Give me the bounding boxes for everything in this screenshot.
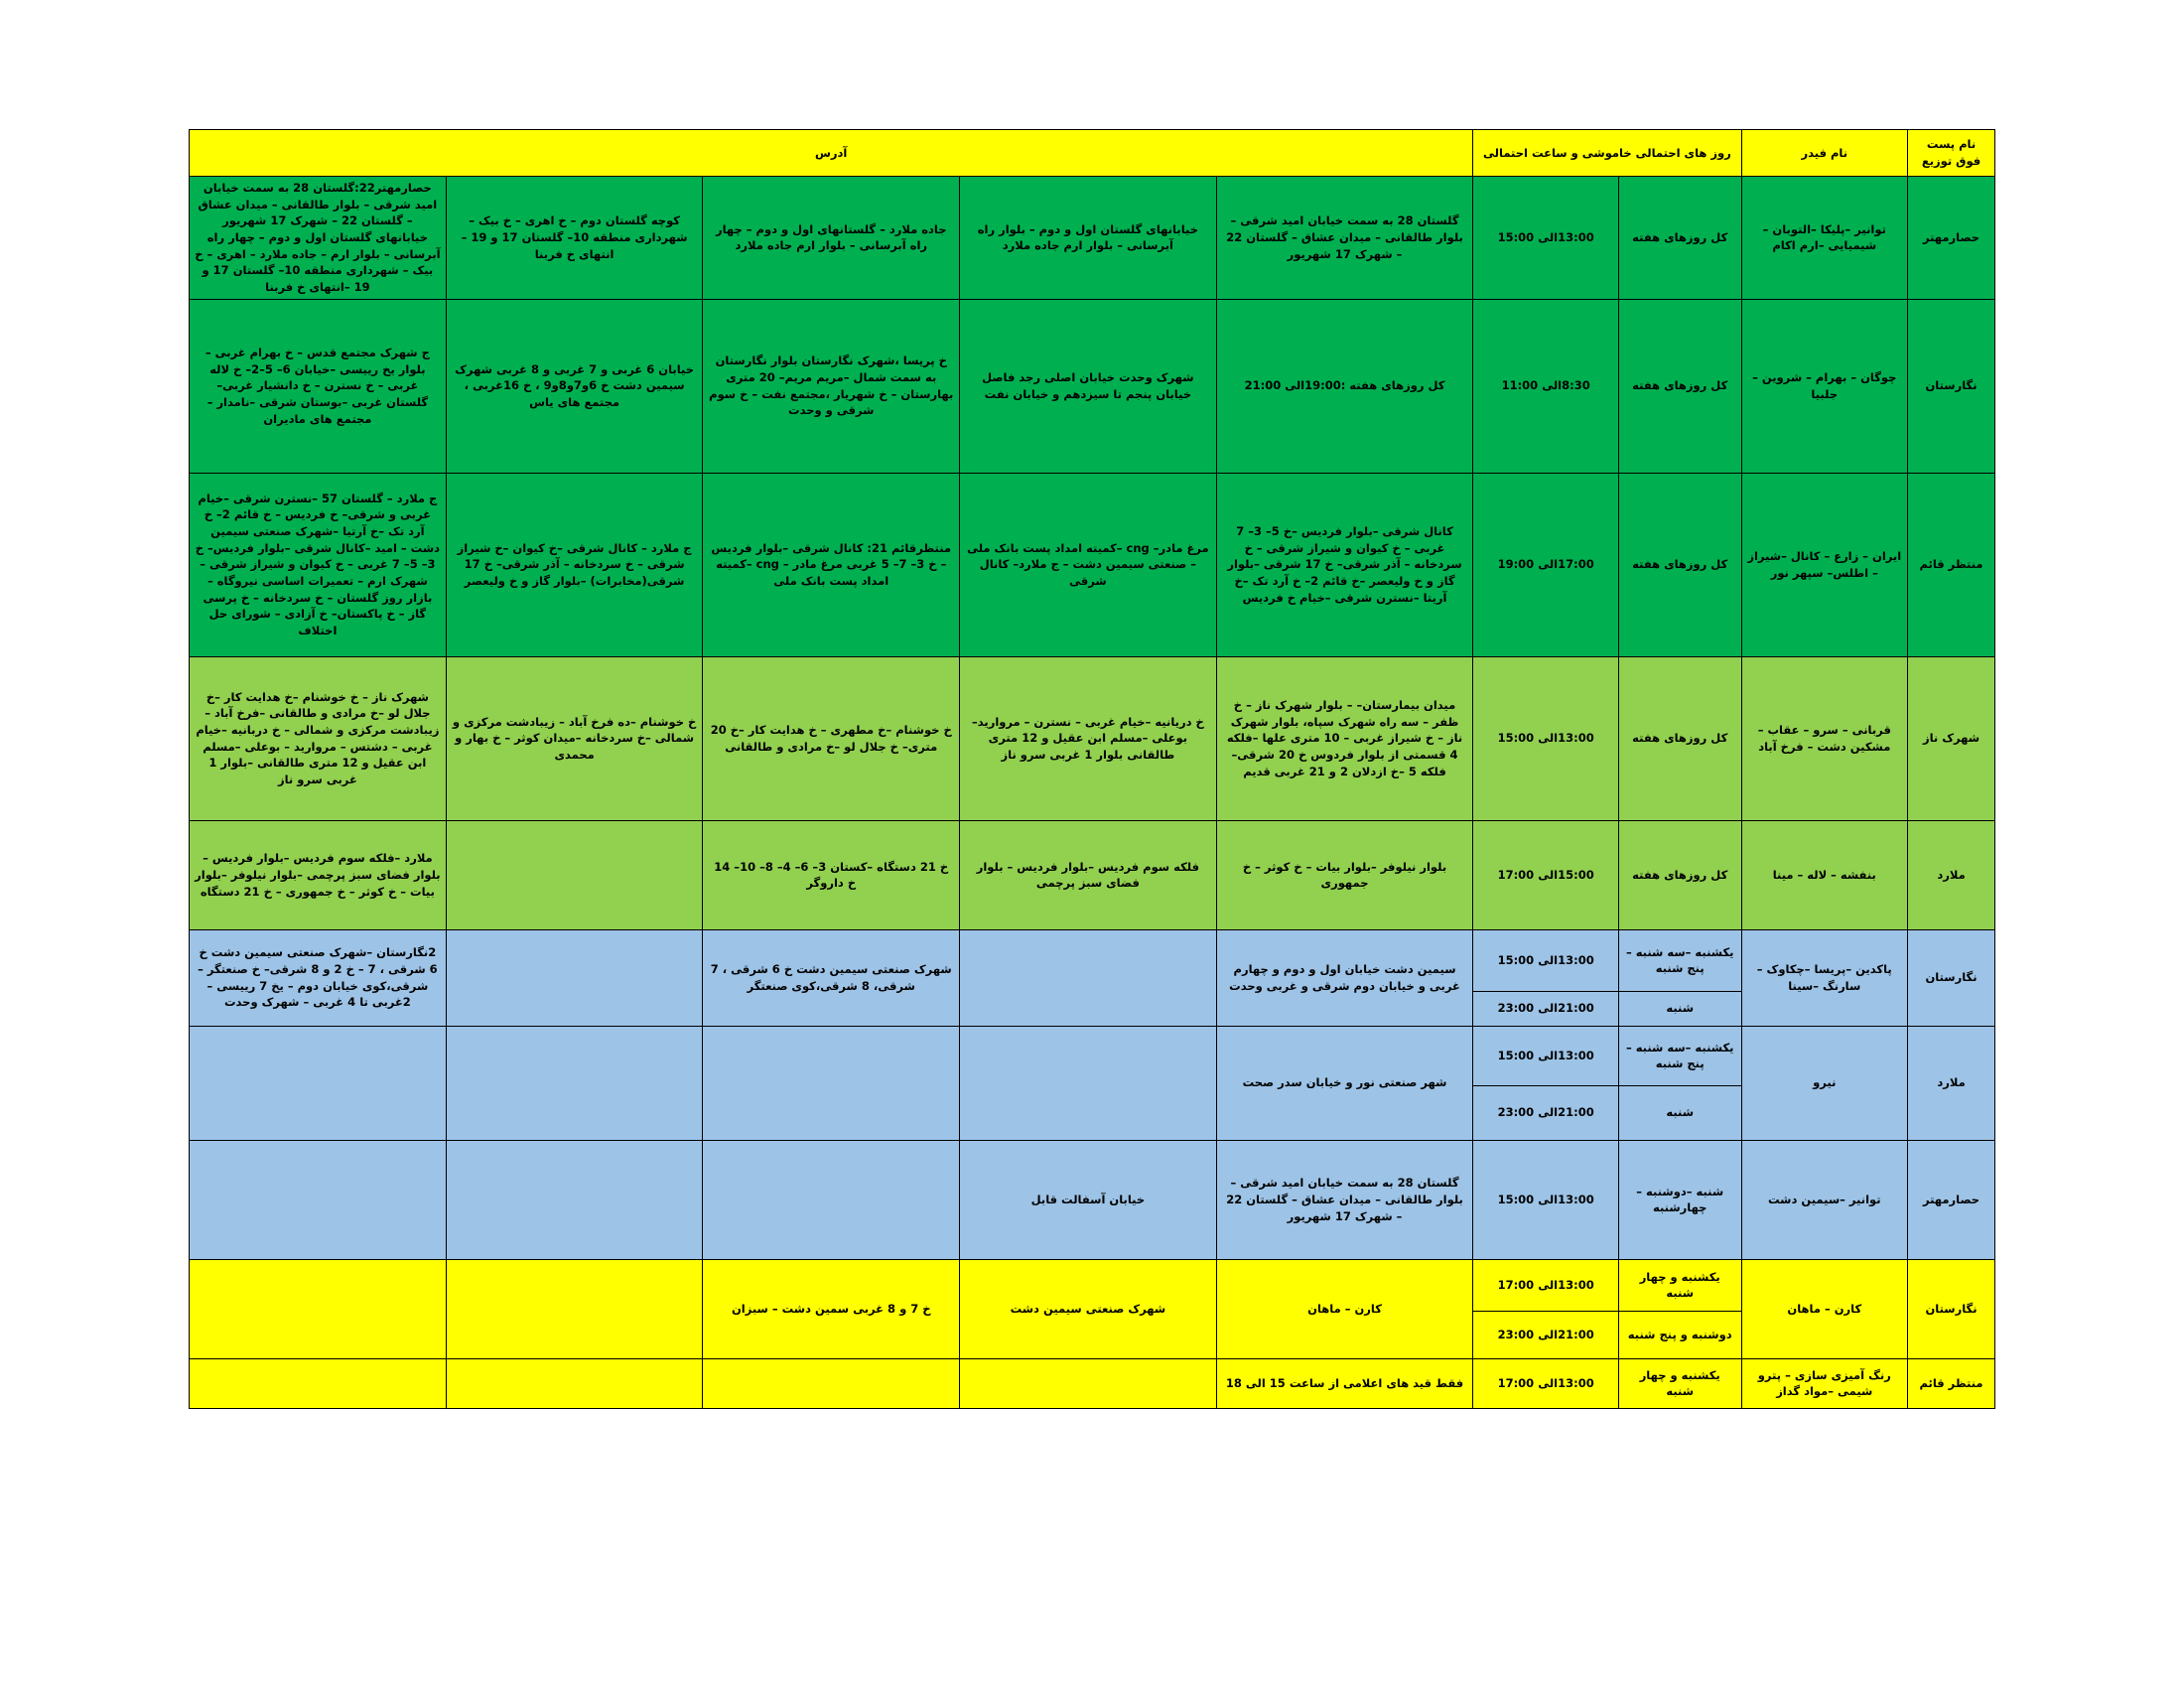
table-row	[190, 177, 1995, 300]
cell-days: یکشنبه –سه شنبه –پنج شنبه	[1618, 1026, 1741, 1085]
cell-address-3: خ 21 دستگاه –کستان 3– 6– 4– 8– 10– 14 خ داروگر	[703, 820, 960, 929]
cell-address-5	[190, 1259, 447, 1358]
table-row	[190, 1259, 1995, 1311]
header-post: نام پست فوق توزیع	[1908, 130, 1995, 177]
cell-address-3: جاده ملارد – گلستانهای اول و دوم – چهار راه آبرسانی – بلوار ارم جاده ملارد	[703, 177, 960, 300]
cell-post: نگارستان	[1908, 299, 1995, 473]
cell-address-5	[190, 1358, 447, 1408]
table-row	[190, 299, 1995, 473]
cell-days: یکشنبه –سه شنبه –پنج شنبه	[1618, 929, 1741, 991]
cell-address-1: گلستان 28 به سمت خیابان امید شرقی – بلوار طالقانی – میدان عشاق – گلستان 22 – شهرک 17 شهریور	[1216, 1140, 1473, 1259]
cell-address-3: خیابان 6 غربی و 7 غربی و 8 غربی شهرک سیمین دشت خ 6و7و8و9 ، خ 16غربی ، مجتمع های یاس	[446, 299, 703, 473]
cell-days-alt: شنبه	[1618, 991, 1741, 1026]
cell-feeder: بنفشه – لاله – مینا	[1741, 820, 1908, 929]
cell-days-alt: شنبه	[1618, 1085, 1741, 1140]
cell-address-5: شهرک ناز – خ خوشنام –خ هدایت کار –خ جلال لو –خ مرادی و طالقانی –فرخ آباد – زیبادشت مرکزی و شمالی – خ دربانیه –خیام غربی – دشتس – مروارید – بوعلی –مسلم ابن عقیل و 12 متری طالقانی –بلوار 1 غربی سرو ناز	[190, 656, 447, 820]
cell-hours: 17:00الی 19:00	[1473, 473, 1619, 656]
cell-address-4	[446, 820, 703, 929]
cell-days: یکشنبه و چهار شنبه	[1618, 1358, 1741, 1408]
cell-address-2: شهرک صنعتی سیمین دشت	[960, 1259, 1217, 1358]
header-days-hours: روز های احتمالی خاموشی و ساعت احتمالی	[1473, 130, 1741, 177]
outage-schedule-sheet	[189, 129, 1995, 1409]
cell-address-4	[446, 1140, 703, 1259]
cell-address-1: بلوار نیلوفر –بلوار بیات – خ کوثر – خ جمهوری	[1216, 820, 1473, 929]
cell-address-3: منتظرقائم 21: کانال شرقی –بلوار فردیس – خ 3– 7– 5 غربی مرغ مادر – cng –کمیته امداد پست بانک ملی	[703, 473, 960, 656]
table-row	[190, 1140, 1995, 1259]
cell-hours: 13:00الی 15:00	[1473, 929, 1619, 991]
cell-hours-alt: کل روزهای هفته :19:00الی 21:00	[1216, 299, 1473, 473]
cell-hours: 13:00الی 15:00	[1473, 1140, 1619, 1259]
cell-address-4	[446, 929, 703, 1026]
cell-days: شنبه –دوشنبه – چهارشنبه	[1618, 1140, 1741, 1259]
cell-address-1: شهر صنعتی نور و خیابان سدر صحت	[1216, 1026, 1473, 1140]
cell-address-4: کوچه گلستان دوم – خ اهری – خ بیک – شهرداری منطقه 10– گلستان 17 و 19 –انتهای خ فربنا	[446, 177, 703, 300]
cell-hours: 8:30الی 11:00	[1473, 299, 1619, 473]
cell-address-1: کانال شرقی –بلوار فردیس –خ 5– 3– 7 غربی – خ کیوان و شیراز شرقی – خ سردخانه – آذر شرقی– خ 17 شرقی –بلوار گاز و خ ولیعصر –خ قائم 2– خ آرد تک –خ آریتا –نسترن شرقی –خیام خ فردیس	[1216, 473, 1473, 656]
cell-address-2: خ پریسا ،شهرک نگارستان بلوار نگارستان به سمت شمال –مریم مریم– 20 متری بهارستان – خ شهریار ،مجتمع نفت – خ سوم شرقی و وحدت	[703, 299, 960, 473]
cell-address-4	[446, 1026, 703, 1140]
cell-address-1: سیمین دشت خیابان اول و دوم و چهارم غربی و خیابان دوم شرقی و غربی وحدت	[1216, 929, 1473, 1026]
cell-post: منتظر قائم	[1908, 1358, 1995, 1408]
table-row	[190, 820, 1995, 929]
cell-address-5	[190, 1026, 447, 1140]
cell-post: ملارد	[1908, 1026, 1995, 1140]
cell-post: ملارد	[1908, 820, 1995, 929]
cell-post: نگارستان	[1908, 929, 1995, 1026]
cell-address-3: خ خوشنام –خ مطهری – خ هدایت کار –خ 20 متری– خ جلال لو –خ مرادی و طالقانی	[703, 656, 960, 820]
cell-hours: 13:00الی 15:00	[1473, 177, 1619, 300]
cell-feeder: رنگ آمیزی سازی – پترو شیمی –مواد گداز	[1741, 1358, 1908, 1408]
cell-days: کل روزهای هفته	[1618, 820, 1741, 929]
cell-hours: 13:00الی 15:00	[1473, 656, 1619, 820]
cell-days: کل روزهای هفته	[1618, 656, 1741, 820]
cell-hours: 13:00الی 17:00	[1473, 1358, 1619, 1408]
cell-hours: 13:00الی 15:00	[1473, 1026, 1619, 1085]
cell-hours-alt: 21:00الی 23:00	[1473, 1085, 1619, 1140]
outage-schedule-table	[189, 129, 1995, 1409]
cell-hours: 13:00الی 17:00	[1473, 1259, 1619, 1311]
cell-address-2: خیابانهای گلستان اول و دوم – بلوار راه آبرسانی – بلوار ارم جاده ملارد	[960, 177, 1217, 300]
cell-feeder: کارن – ماهان	[1741, 1259, 1908, 1358]
cell-address-5	[190, 1140, 447, 1259]
cell-feeder: نیرو	[1741, 1026, 1908, 1140]
cell-address-3: خ 7 و 8 غربی سمین دشت – سبزان	[703, 1259, 960, 1358]
cell-post: حصارمهتر	[1908, 1140, 1995, 1259]
cell-address-2	[960, 929, 1217, 1026]
table-row	[190, 656, 1995, 820]
cell-days: کل روزهای هفته	[1618, 299, 1741, 473]
cell-address-5: حصارمهتر22:گلستان 28 به سمت خیابان امید شرقی – بلوار طالقانی – میدان عشاق – گلستان 22 – شهرک 17 شهریور خیابانهای گلستان اول و دوم – چهار راه آبرسانی – بلوار ارم – جاده ملارد – اهری – خ بیک – شهرداری منطقه 10– گلستان 17 و 19 –انتهای خ فربنا	[190, 177, 447, 300]
cell-address-3: شهرک صنعتی سیمین دشت خ 6 شرقی ، 7 شرقی، 8 شرقی،کوی صنعتگر	[703, 929, 960, 1026]
cell-address-5: ملارد –فلکه سوم فردیس –بلوار فردیس – بلوار فضای سبز پرچمی –بلوار نیلوفر –بلوار بیات – خ کوثر – خ جمهوری – خ 21 دستگاه	[190, 820, 447, 929]
cell-days: کل روزهای هفته	[1618, 473, 1741, 656]
header-address: آدرس	[190, 130, 1473, 177]
cell-address-4: ج ملارد – کانال شرقی –خ کیوان –خ شیراز شرقی – خ سردخانه – آذر شرقی– خ 17 شرقی(مخابرات) –بلوار گاز و خ ولیعصر	[446, 473, 703, 656]
cell-address-4	[446, 1259, 703, 1358]
cell-address-4	[446, 1358, 703, 1408]
cell-post: حصارمهتر	[1908, 177, 1995, 300]
cell-post: نگارستان	[1908, 1259, 1995, 1358]
cell-address-3	[703, 1358, 960, 1408]
cell-post: شهرک ناز	[1908, 656, 1995, 820]
cell-hours: 15:00الی 17:00	[1473, 820, 1619, 929]
cell-address-4: ج شهرک مجتمع قدس – خ بهرام غربی – بلوار یخ رییسی –خیابان 6– 5–2– خ لاله غربی – خ نسترن – خ دانشیار غربی– گلستان غربی –بوستان شرقی –نامدار – مجتمع های مادیران	[190, 299, 447, 473]
cell-post: منتظر قائم	[1908, 473, 1995, 656]
header-feeder: نام فیدر	[1741, 130, 1908, 177]
cell-feeder: ایران – زارع – کانال –شیراز – اطلس– سپهر نور	[1741, 473, 1908, 656]
cell-address-5: ج ملارد – گلستان 57 –نسترن شرقی –خیام غربی و شرقی– خ فردیس – خ قائم 2– خ آرد تک –خ آرتیا –شهرک صنعتی سیمین دشت – امید –کانال شرقی –بلوار فردیس– خ 3– 5– 7 غربی – خ کیوان و شیراز شرقی – شهرک ارم – تعمیرات اساسی نیروگاه – بازار روز گلستان – خ سردخانه – خ پرسی گاز – خ پاکستان– خ آزادی – شورای حل اختلاف	[190, 473, 447, 656]
cell-address-1: شهرک وحدت خیابان اصلی رجد فاصل خیابان پنجم تا سیزدهم و خیابان نفت	[960, 299, 1217, 473]
cell-address-1: کارن – ماهان	[1216, 1259, 1473, 1358]
table-row	[190, 929, 1995, 991]
cell-address-5: 2نگارستان –شهرک صنعتی سیمین دشت خ 6 شرقی ، 7 – خ 2 و 8 شرقی– خ صنعتگر –شرقی،کوی خیابان دوم – یخ 7 رییسی – 2غربی تا 4 غربی – شهرک وحدت	[190, 929, 447, 1026]
cell-feeder: پاکدین –پریسا –چکاوک –سارنگ –سینا	[1741, 929, 1908, 1026]
table-row	[190, 1026, 1995, 1085]
cell-address-2: خیابان آسفالت قابل	[960, 1140, 1217, 1259]
cell-address-2: مرغ مادر– cng –کمیته امداد پست بانک ملی – صنعتی سیمین دشت – ج ملارد– کانال شرقی	[960, 473, 1217, 656]
cell-address-1: میدان بیمارستان– – بلوار شهرک ناز – خ ظفر – سه راه شهرک سپاه، بلوار شهرک ناز – خ شیراز غربی – 10 متری علها –فلکه 4 قسمتی از بلوار فردوس خ 20 شرقی– فلکه 5 –خ ازدلان 2 و 21 غربی قدیم	[1216, 656, 1473, 820]
cell-feeder: چوگان – بهرام – شروین – جلبیا	[1741, 299, 1908, 473]
cell-address-4: خ خوشنام –ده فرخ آباد – زیبادشت مرکزی و شمالی –خ سردخانه –میدان کوثر – خ بهار و محمدی	[446, 656, 703, 820]
cell-address-3	[703, 1140, 960, 1259]
cell-feeder: توانیر –پلیکا –التوبان –شیمیایی –ارم اکام	[1741, 177, 1908, 300]
cell-address-2: خ دریانیه –خیام غربی – نسترن – مروارید– بوعلی –مسلم ابن عقیل و 12 متری طالقانی بلوار 1 غربی سرو ناز	[960, 656, 1217, 820]
table-body	[190, 177, 1995, 1409]
cell-address-2: فلکه سوم فردیس –بلوار فردیس – بلوار فضای سبز پرچمی	[960, 820, 1217, 929]
table-header	[190, 130, 1995, 177]
cell-address-2	[960, 1026, 1217, 1140]
table-row	[190, 473, 1995, 656]
cell-address-2	[960, 1358, 1217, 1408]
cell-hours-alt: 21:00الی 23:00	[1473, 991, 1619, 1026]
cell-hours-alt: 21:00الی 23:00	[1473, 1311, 1619, 1358]
cell-days: یکشنبه و چهار شنبه	[1618, 1259, 1741, 1311]
cell-address-1: گلستان 28 به سمت خیابان امید شرقی – بلوار طالقانی – میدان عشاق – گلستان 22 – شهرک 17 شهریور	[1216, 177, 1473, 300]
cell-feeder: توانیر –سیمین دشت	[1741, 1140, 1908, 1259]
cell-feeder: قربانی – سرو – عقاب – مشکین دشت – فرخ آباد	[1741, 656, 1908, 820]
cell-address-1: فقط قید های اعلامی از ساعت 15 الی 18	[1216, 1358, 1473, 1408]
cell-days: کل روزهای هفته	[1618, 177, 1741, 300]
cell-address-3	[703, 1026, 960, 1140]
table-row	[190, 1358, 1995, 1408]
cell-days-alt: دوشنبه و پنج شنبه	[1618, 1311, 1741, 1358]
